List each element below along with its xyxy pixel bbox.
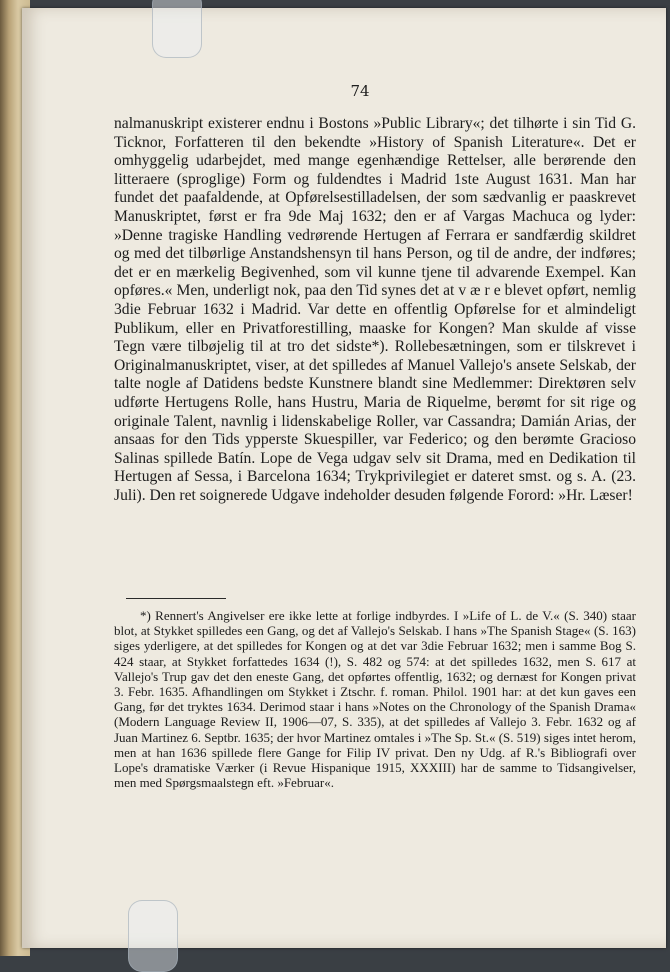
footnote: *) Rennert's Angivelser ere ikke lette at forlige indbyrdes. I »Life of L. de V.« (S. 340) staar blot, at Stykket spilledes een Gang, og det af Vallejo's Selskab. I hans »The Spanish Stage« (S. 163) siges yderligere, at det spilledes for Kongen og at det var 3die Februar 1632; men i samme Bog S. 424 staar, at Stykket forfattedes 1634 (!), S. 482 og 574: at det spilledes 1632, men S. 617 at Vallejo's Trup gav det den eneste Gang, det opførtes offentlig, 1632; og dernæst for Kongen privat 3. Febr. 1635. Afhandlingen om Stykket i Ztschr. f. roman. Philol. 1901 har: at det kun gaves een Gang, før det tryktes 1634. Derimod staar i hans »Notes on the Chronology of the Spanish Drama« (Modern Language Review II, 1906—07, S. 335), at det spilledes af Vallejo 3. Febr. 1632 og af Juan Martinez 6. Septbr. 1635; der hvor Martinez omtales i »The Sp. St.« (S. 519) siges intet herom, men at han 1636 spillede flere Gange for Filip IV privat. Den ny Udg. af R.'s Bibliografi over Lope's dramatiske Værker (i Revue Hispanique 1915, XXXIII) har de samme to Tidsangivelser, men med Spørgsmaalstegn eft. »Februar«. [114,608,636,791]
page-number: 74 [350,82,370,100]
book-page [22,8,666,948]
footnote-divider [126,598,226,599]
body-text: nalmanuskript existerer endnu i Bostons »Public Library«; det tilhørte i sin Tid G. Ticknor, Forfatteren til den bekendte »History of Spanish Literature«. Det er omhyggelig udarbejdet, med mange egenhændige Rettelser, alle berørende den litteraere (sproglige) Form og fuldendtes i Madrid 1ste August 1631. Man har fundet det paafaldende, at Opførelsestilladelsen, der som sædvanlig er paaskrevet Manuskriptet, først er fra 9de Maj 1632; den er af Vargas Machuca og lyder: »Denne tragiske Handling vedrørende Hertugen af Ferrara er sandfærdig skildret og med det tilbørlige Anstandshensyn til hans Person, og til de andre, der indføres; det er en mærkelig Begivenhed, som vil kunne tjene til advarende Exempel. Kan opføres.« Men, underligt nok, paa den Tid synes det at v æ r e blevet opført, nemlig 3die Februar 1632 i Madrid. Var dette en offentlig Opførelse for et almindeligt Publikum, eller en Privatforestilling, maaske for Kongen? Man skulde af visse Tegn være tilbøjelig til at tro det sidste*). Rollebesætningen, som er tilskrevet i Originalmanuskriptet, viser, at det spilledes af Manuel Vallejo's ansete Selskab, der talte nogle af Datidens bedste Kunstnere blandt sine Medlemmer: Direktøren selv udførte Hertugens Rolle, hans Hustru, Maria de Riquelme, berømt for sit rige og originale Talent, navnlig i lidenskabelige Roller, var Cassandra; Damián Arias, der ansaas for den Tids ypperste Skuespiller, var Federico; og den berømte Gracioso Salinas spillede Batín. Lope de Vega udgav selv sit Drama, med en Dedikation til Hertugen af Sessa, i Barcelona 1634; Trykprivilegiet er dateret smst. og s. A. (23. Juli). Den ret soignerede Udgave indeholder desuden følgende Forord: »Hr. Læser! [114,115,636,504]
bottom-page-clip [128,900,178,972]
top-page-clip [152,0,202,58]
